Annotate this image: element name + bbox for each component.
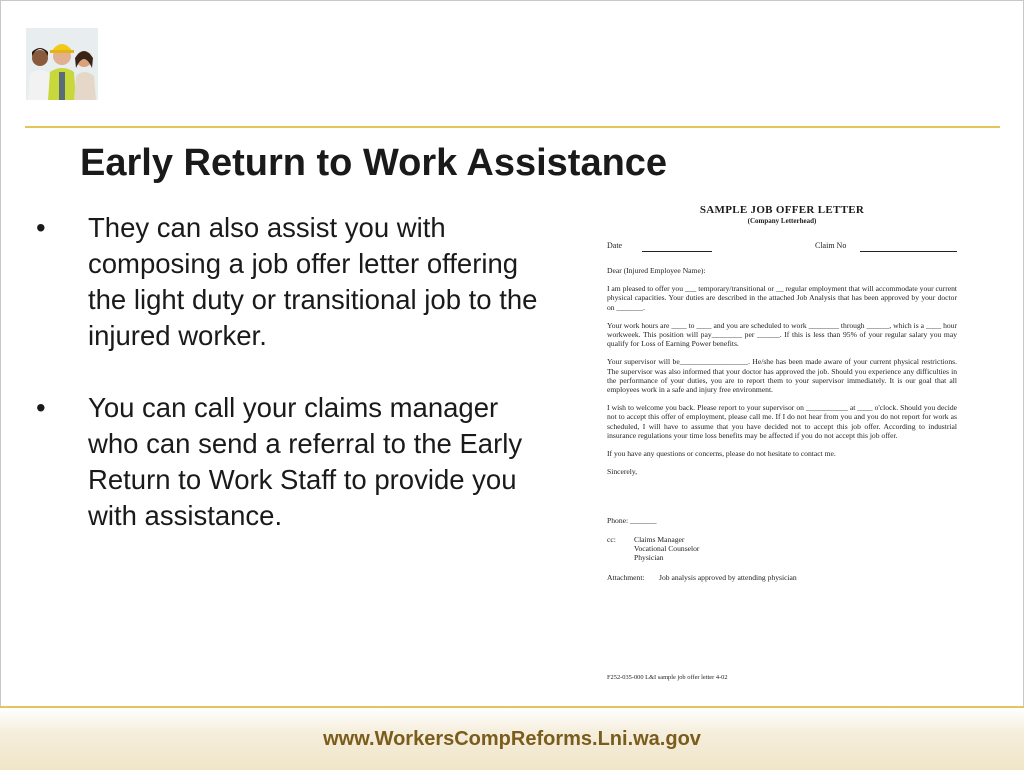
cc-recipient: Physician: [634, 553, 664, 563]
header-divider: [25, 126, 1000, 128]
bullet-list: [30, 210, 550, 534]
letter-paragraph: I wish to welcome you back. Please report to your supervisor on ___________ at ____ o'clock. Should you decide not to accept this offer of employment, please call me. If I do not hear from you and you do not report for work as scheduled, I will have to assume that you have decided not to accept this job offer. According to industrial insurance regulations your time loss benefits may be affected if you do not accept this job offer.: [607, 403, 957, 440]
slide-title: Early Return to Work Assistance: [80, 142, 668, 184]
letter-subtitle: (Company Letterhead): [747, 217, 817, 225]
footer-url: www.WorkersCompReforms.Lni.wa.gov: [323, 728, 701, 750]
cc-recipients: [634, 535, 699, 563]
letter-phone: Phone: _______: [607, 516, 657, 526]
workers-photo-logo: [26, 28, 98, 100]
cc-recipient: Claims Manager: [634, 534, 685, 544]
cc-label: cc:: [607, 534, 616, 544]
letter-closing: Sincerely,: [607, 467, 638, 477]
bullet-item: [30, 210, 550, 354]
letter-cc: [602, 535, 962, 563]
letter-paragraph: Your work hours are ____ to ____ and you are scheduled to work ________ through ______, which is a ____ hour workweek. This position will pay________ per ______. If this is less than 95% of your regular salary you may qualify for Loss of Earning Power benefits.: [607, 320, 957, 349]
letter-title: SAMPLE JOB OFFER LETTER: [699, 204, 865, 216]
date-blank-line: [642, 251, 712, 252]
cc-recipient: Vocational Counselor: [634, 543, 700, 553]
letter-attachment: [602, 573, 962, 582]
date-claim-row: [602, 239, 962, 257]
letter-paragraph: Your supervisor will be__________________. He/she has been made aware of your current physical restrictions. The supervisor was also informed that your doctor has approved the job. Should you experience any difficulties in the performance of your duties, you are to report them to your supervisor immediately. It is our goal that all employees work in a safe and injury free environment.: [607, 357, 957, 395]
form-code: F252-035-000 L&I sample job offer letter 4-02: [607, 674, 728, 681]
bullet-item: [30, 390, 550, 534]
claim-label: Claim No: [815, 241, 847, 250]
bullet-text: You can call your claims manager who can send a referral to the Early Return to Work Staff to provide you with assistance.: [88, 392, 523, 531]
attachment-label: Attachment:: [607, 573, 645, 583]
letter-salutation: Dear (Injured Employee Name):: [607, 266, 706, 275]
claim-blank-line: [860, 251, 957, 252]
date-label: Date: [607, 241, 623, 250]
letter-paragraph: If you have any questions or concerns, please do not hesitate to contact me.: [607, 449, 836, 459]
bullet-text: They can also assist you with composing a job offer letter offering the light duty or transitional job to the injured worker.: [88, 212, 538, 351]
letter-paragraph: I am pleased to offer you ___ temporary/transitional or __ regular employment that will accommodate your current physical capacities. Your duties are described in the attached Job Analysis that has been approved by your doctor on _______.: [607, 284, 957, 312]
sample-job-offer-letter: [602, 200, 962, 690]
bullet-marker: •: [36, 212, 46, 243]
bullet-marker: •: [36, 392, 46, 423]
attachment-text: Job analysis approved by attending physician: [659, 573, 797, 583]
